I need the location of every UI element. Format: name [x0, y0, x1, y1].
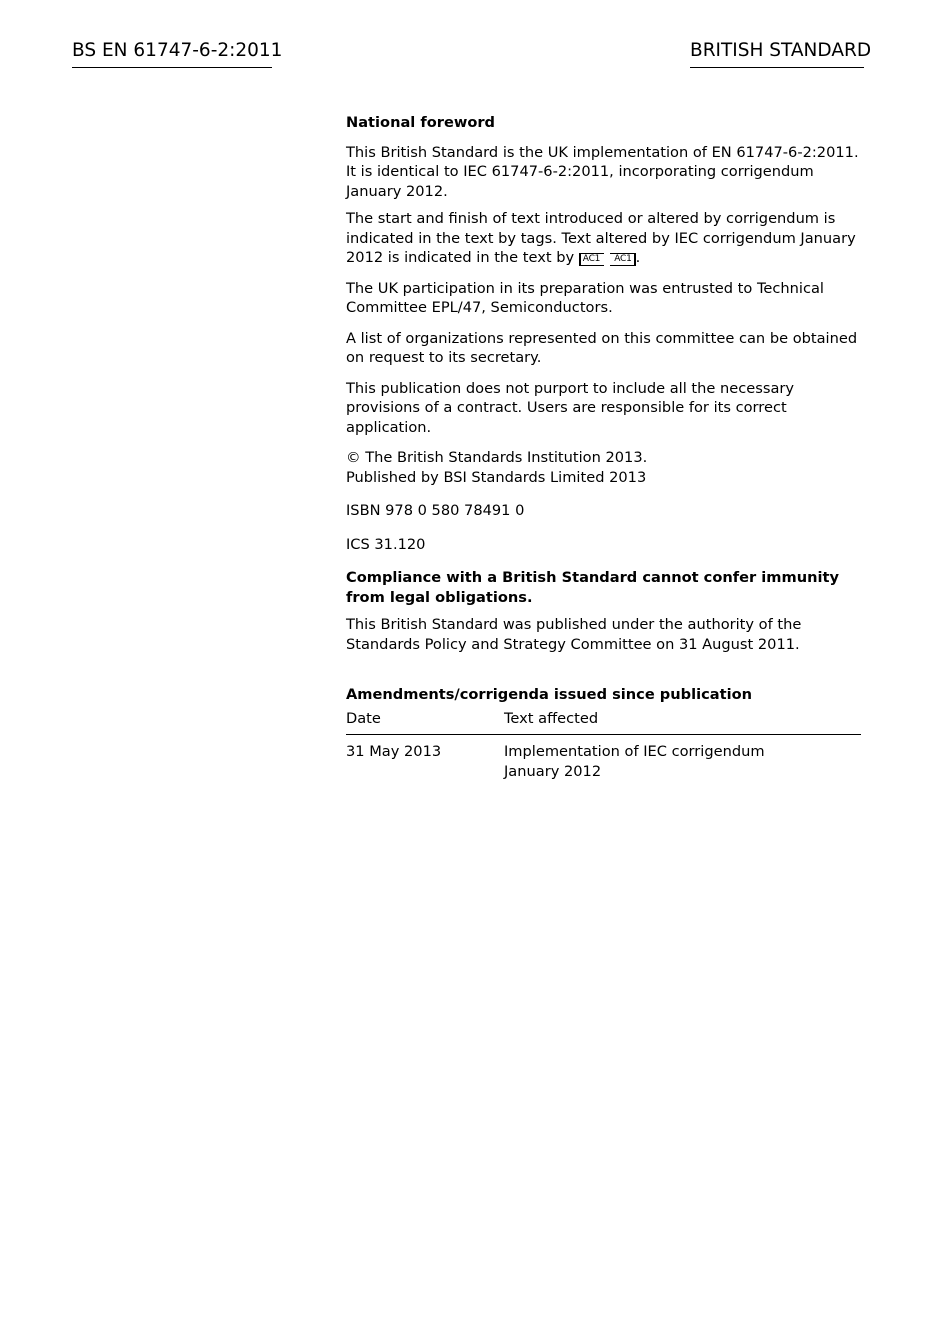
table-row: [346, 735, 861, 782]
national-foreword-section: [346, 113, 864, 781]
amendments-table: [346, 709, 861, 782]
amendment-date: 31 May 2013: [346, 743, 442, 760]
amendment-text-line: Implementation of IEC corrigendum: [504, 743, 765, 760]
amendment-text-affected: [504, 735, 861, 782]
standard-type-header: BRITISH STANDARD: [690, 40, 864, 68]
copyright-line: © The British Standards Institution 2013.: [346, 449, 648, 466]
column-header-date: Date: [346, 709, 504, 735]
foreword-title: National foreword: [346, 114, 496, 131]
authority-statement: This British Standard was published under the authority of the Standards Policy and Strategy Committee on 31 August 2011.: [346, 616, 802, 653]
amendments-title: Amendments/corrigenda issued since publication: [346, 686, 752, 703]
document-code-header: BS EN 61747-6-2:2011: [72, 40, 272, 68]
publisher-line: Published by BSI Standards Limited 2013: [346, 468, 647, 486]
ac1-close-tag-icon: AC1: [610, 253, 635, 266]
column-header-text-affected: Text affected: [504, 709, 861, 735]
copyright-notice: [346, 448, 864, 487]
foreword-paragraph-organizations: A list of organizations represented on this committee can be obtained on request to its secretary.: [346, 329, 858, 366]
foreword-paragraph-implementation: This British Standard is the UK implementation of EN 61747-6-2:2011. It is identical to IEC 61747-6-2:2011, incorporating corrigendum January 2012.: [346, 143, 859, 200]
foreword-paragraph-contract: This publication does not purport to include all the necessary provisions of a contract. Users are responsible for its correct application.: [346, 379, 795, 436]
corrigendum-tags-text: The start and finish of text introduced or altered by corrigendum is indicated in the text by tags. Text altered by IEC corrigendum January 2012 is indicated in the text by: [346, 210, 856, 266]
ac1-open-tag-icon: AC1: [579, 253, 604, 266]
ics-code: ICS 31.120: [346, 535, 426, 553]
amendment-text-line: January 2012: [504, 762, 602, 780]
corrigendum-tags-end: .: [635, 249, 641, 266]
foreword-paragraph-committee: The UK participation in its preparation was entrusted to Technical Committee EPL/47, Semiconductors.: [346, 279, 824, 316]
foreword-paragraph-corrigendum-tags: [346, 209, 864, 268]
isbn: ISBN 978 0 580 78491 0: [346, 502, 525, 519]
compliance-notice: Compliance with a British Standard cannot confer immunity from legal obligations.: [346, 569, 839, 606]
amendments-header-row: [346, 709, 861, 735]
